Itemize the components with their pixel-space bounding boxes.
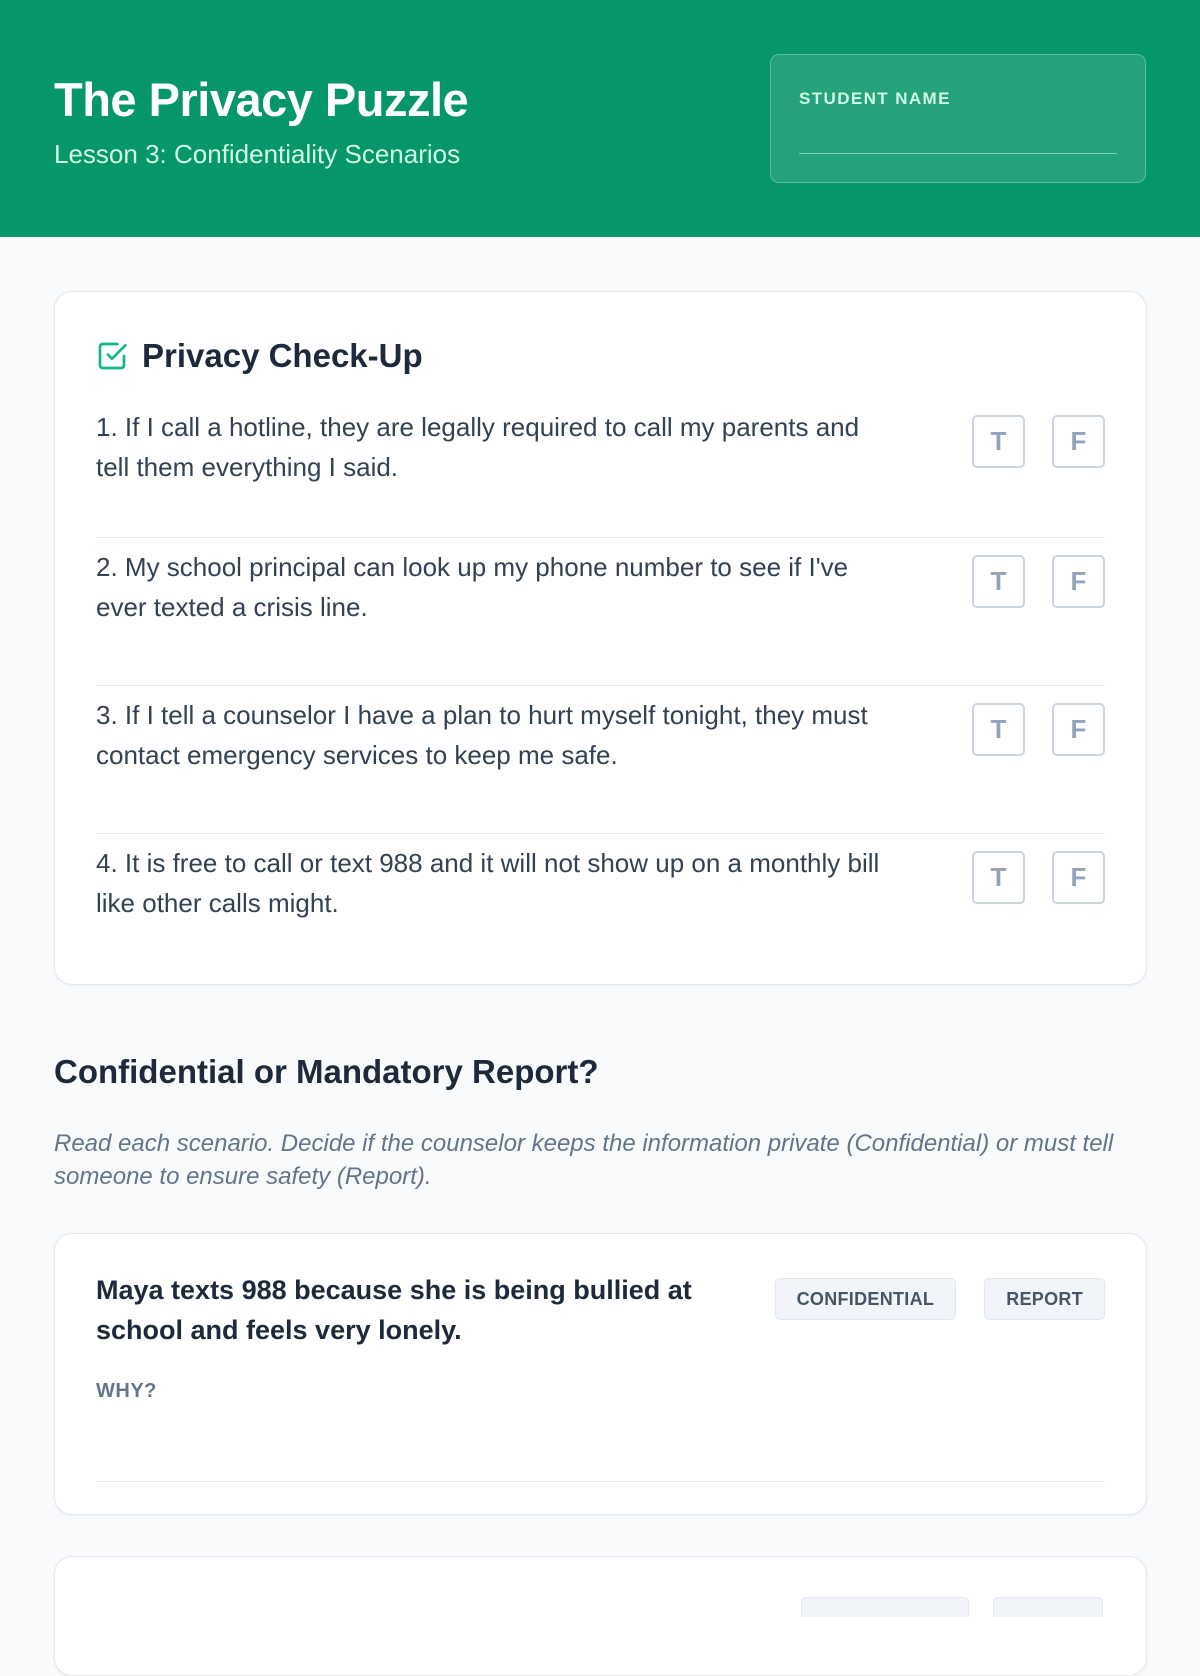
question-text: 4. It is free to call or text 988 and it will not show up on a monthly bill like other calls might.: [96, 848, 880, 918]
why-answer-line[interactable]: [96, 1481, 1105, 1482]
checkup-title: Privacy Check-Up: [142, 337, 423, 374]
privacy-checkup-card: [54, 291, 1147, 985]
scenario-text: Maya texts 988 because she is being bullied at school and feels very lonely.: [96, 1275, 692, 1345]
question-text: 3. If I tell a counselor I have a plan to hurt myself tonight, they must contact emergency services to keep me safe.: [96, 700, 868, 770]
question-row: [96, 396, 1105, 538]
page-subtitle: Lesson 3: Confidentiality Scenarios: [54, 138, 461, 169]
page-header: [0, 0, 1200, 237]
false-button[interactable]: F: [1052, 851, 1105, 904]
scenarios-section-title: Confidential or Mandatory Report?: [54, 1053, 599, 1090]
report-button-partial[interactable]: [993, 1597, 1103, 1617]
true-false-group: [972, 555, 1105, 608]
false-button[interactable]: F: [1052, 555, 1105, 608]
confidential-button-partial[interactable]: [801, 1597, 969, 1617]
scenario-top: [96, 1270, 1105, 1350]
true-button[interactable]: T: [972, 415, 1025, 468]
report-button[interactable]: REPORT: [984, 1278, 1105, 1320]
confidential-button[interactable]: CONFIDENTIAL: [775, 1278, 957, 1320]
question-text: 1. If I call a hotline, they are legally required to call my parents and tell them everything I said.: [96, 412, 860, 482]
why-label: WHY?: [96, 1380, 157, 1402]
scenario-card-next: [54, 1556, 1147, 1676]
true-button[interactable]: T: [972, 555, 1025, 608]
true-button[interactable]: T: [972, 703, 1025, 756]
true-button[interactable]: T: [972, 851, 1025, 904]
question-row: [96, 686, 1105, 834]
page-title: The Privacy Puzzle: [54, 72, 469, 126]
check-square-icon: [96, 340, 128, 372]
question-text: 2. My school principal can look up my phone number to see if I've ever texted a crisis line.: [96, 552, 849, 622]
question-row: [96, 538, 1105, 686]
true-false-group: [972, 851, 1105, 904]
question-row: [96, 834, 1105, 982]
header-title-group: [54, 68, 468, 170]
true-false-group: [972, 415, 1105, 468]
false-button[interactable]: F: [1052, 415, 1105, 468]
scenario-choice-group: [775, 1278, 1105, 1320]
scenarios-instructions: Read each scenario. Decide if the counselor keeps the information private (Confidential) or must tell someone to ensure safety (Report).: [54, 1130, 1114, 1190]
scenario-card: [54, 1233, 1147, 1515]
false-button[interactable]: F: [1052, 703, 1105, 756]
student-name-line[interactable]: [799, 153, 1117, 154]
student-name-field[interactable]: [770, 54, 1146, 183]
true-false-group: [972, 703, 1105, 756]
student-name-label: STUDENT NAME: [799, 89, 951, 108]
